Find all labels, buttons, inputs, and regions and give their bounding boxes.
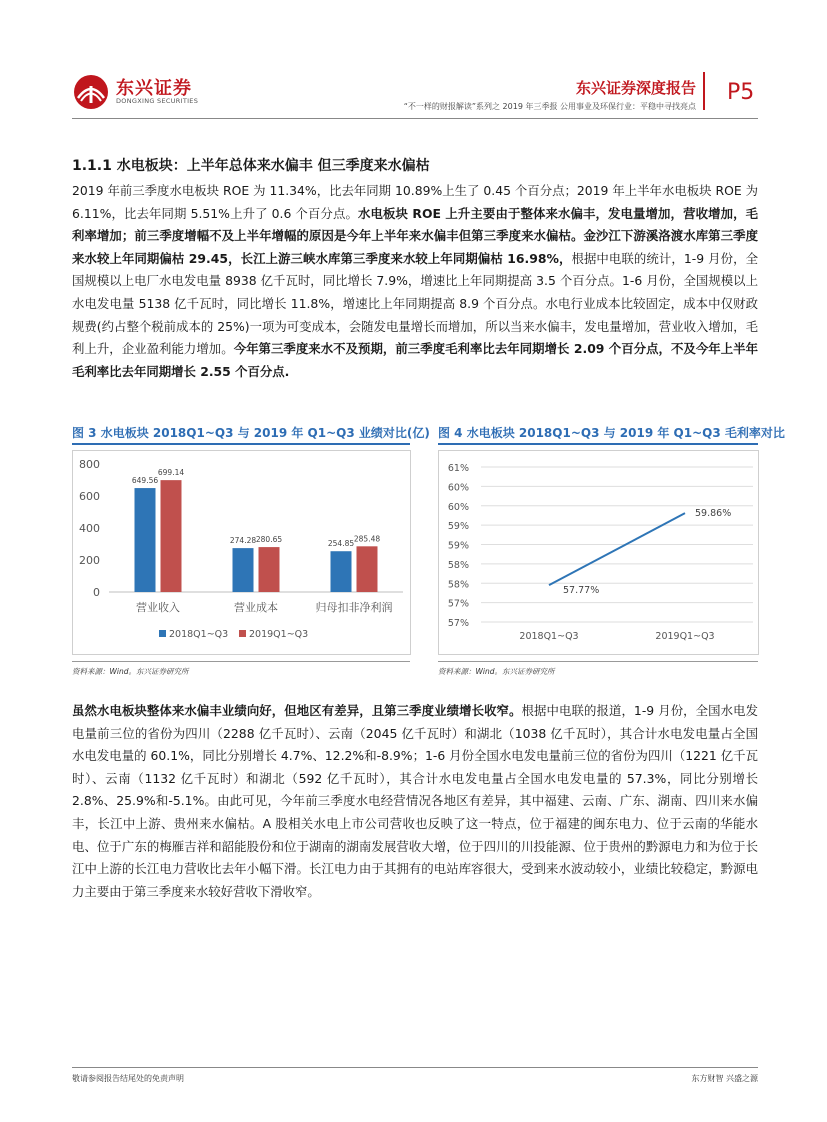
footer-rule	[72, 1067, 758, 1068]
x-tick-label: 归母扣非净利润	[315, 601, 393, 614]
y-tick-label: 59%	[447, 521, 469, 533]
header-divider	[703, 72, 705, 110]
x-tick-label: 2019Q1~Q3	[655, 631, 715, 642]
y-tick-label: 200	[79, 554, 100, 567]
point-data-label: 57.77%	[563, 585, 600, 597]
p1-bold-sentence-4: 今年第三季度来水不及预期，前三季度毛利率比去年同期增长 2.09 个百分点，不及今年上半年毛利率比去年同期增长 2.55 个百分点.	[72, 341, 758, 379]
bar-data-label: 649.56	[131, 476, 159, 486]
p2-sentence-2: 根据中电联的报道，1-9 月份，全国水电发电量前三位的省份为四川（2288 亿千瓦时）、云南（2045 亿千瓦时）和湖北（1038 亿千瓦时），其合计水电发电量占全国水电发电量的 60.1%，同比分别增长 4.7%、12.2%和-8.9%；1-6 月份全国水电发电量前三位的省份为四川（1221 亿千瓦时）、云南（1132 亿千瓦时）和湖北（592 亿千瓦时），其合计水电发电量占全国水电发电量的 57.3%，同比分别增长 2.8%、25.9%和-5.1%。由此可见，今年前三季度水电经营情况各地区有差异，其中福建、云南、广东、湖南、四川来水偏丰，长江中上游、贵州来水偏枯。A 股相关水电上市公司营收也反映了这一特点，位于福建的闽东电力、位于云南的华能水电、位于广东的梅雁吉祥和韶能股份和位于湖南的湖南发展营收大增，位于四川的川投能源、位于贵州的黔源电力和为位于长江中上游的长江电力营收比去年小幅下滑。长江电力由于其拥有的电站库容很大，受到来水波动较小，业绩比较稳定，黔源电力主要由于第三季度来水较好营收下滑收窄。	[72, 703, 759, 899]
legend-label: 2019Q1~Q3	[249, 629, 309, 640]
bar-data-label: 274.28	[229, 536, 257, 546]
figure4-svg	[439, 451, 758, 654]
y-tick-label: 600	[79, 490, 100, 503]
bar-data-label: 280.65	[255, 535, 283, 545]
point-data-label: 59.86%	[695, 508, 732, 520]
p1-bold-sentence-2: 水电板块 ROE 上升主要由于整体来水偏丰，发电量增加，营收增加，毛利率增加；前三季度增幅不及上半年增幅的原因是今年上半年来水偏丰但第三季度来水偏枯。金沙江下游溪洛渡水库第三季度来水较上年同期偏枯 29.45，长江上游三峡水库第三季度来水较上年同期偏枯 16.98%，	[72, 205, 759, 266]
x-tick-label: 营业收入	[136, 601, 180, 614]
page-number: P5	[727, 80, 755, 105]
y-tick-label: 61%	[447, 463, 469, 474]
header-rule	[72, 118, 758, 119]
bar-2019Q1~Q3-营业收入	[161, 480, 182, 592]
legend-label: 2018Q1~Q3	[169, 629, 229, 640]
section-title: 1.1.1 水电板块：上半年总体来水偏丰 但三季度来水偏枯	[72, 158, 430, 174]
legend-swatch-2019Q1~Q3	[239, 630, 246, 637]
bar-2019Q1~Q3-归母扣非净利润	[357, 546, 378, 592]
bar-data-label: 254.85	[327, 539, 355, 549]
y-tick-label: 60%	[447, 482, 469, 494]
series-line-margin	[549, 513, 685, 585]
figure3-bottom-rule	[72, 661, 410, 662]
figure3-chart	[72, 450, 411, 655]
bar-data-label: 285.48	[353, 534, 381, 544]
figure3-title-rule	[72, 443, 410, 445]
paragraph-roe	[72, 180, 758, 383]
logo-text-cn: 东兴证券	[116, 78, 192, 99]
logo-text-en: DONGXING SECURITIES	[116, 97, 199, 105]
y-tick-label: 60%	[447, 501, 469, 513]
bar-2018Q1~Q3-归母扣非净利润	[331, 551, 352, 592]
y-tick-label: 400	[79, 522, 100, 535]
footer-slogan: 东方财智 兴盛之源	[691, 1074, 758, 1083]
bar-2019Q1~Q3-营业成本	[259, 547, 280, 592]
y-tick-label: 59%	[447, 540, 469, 552]
bar-data-label: 699.14	[157, 468, 185, 478]
y-tick-label: 57%	[447, 618, 469, 629]
x-tick-label: 营业成本	[234, 601, 278, 614]
figure3-source: 资料来源：Wind。东兴证券研究所	[72, 667, 189, 676]
p1-sentence-3: 根据中电联的统计，1-9 月份，全国规模以上电厂水电发电量 8938 亿千瓦时，同比增长 7.9%，增速比上年同期提高 3.5 个百分点。1-6 月份，全国规模以上水电发电量 5138 亿千瓦时，同比增长 11.8%，增速比上年同期提高 8.9 个百分点。水电行业成本比较固定，成本中仅财政规费(约占整个税前成本的 25%)一项为可变成本，会随发电量增长而增加，所以当来水偏丰，发电量增加，营业收入增加，毛利上升，企业盈利能力增加。	[72, 250, 758, 357]
figure3-svg	[73, 451, 410, 654]
report-title: 东兴证券深度报告	[575, 79, 696, 97]
p2-bold-sentence-1: 虽然水电板块整体来水偏丰业绩向好，但地区有差异，且第三季度业绩增长收窄。	[72, 703, 522, 718]
y-tick-label: 0	[93, 586, 100, 599]
y-tick-label: 800	[79, 458, 100, 471]
figure3-title: 图 3 水电板块 2018Q1~Q3 与 2019 年 Q1~Q3 业绩对比(亿)	[72, 426, 430, 440]
figure4-chart	[438, 450, 759, 655]
y-tick-label: 57%	[447, 598, 469, 610]
report-subtitle: “不一样的财报解读”系列之 2019 年三季报 公用事业及环保行业：平稳中寻找亮点	[403, 102, 696, 111]
y-tick-label: 58%	[447, 579, 469, 591]
y-tick-label: 58%	[447, 559, 469, 571]
figure4-title-rule	[438, 443, 758, 445]
figure4-source: 资料来源：Wind。东兴证券研究所	[438, 667, 555, 676]
company-logo-icon	[72, 74, 110, 110]
legend-swatch-2018Q1~Q3	[159, 630, 166, 637]
bar-2018Q1~Q3-营业成本	[233, 548, 254, 592]
figure4-title: 图 4 水电板块 2018Q1~Q3 与 2019 年 Q1~Q3 毛利率对比	[438, 426, 785, 440]
footer-disclaimer: 敬请参阅报告结尾处的免责声明	[72, 1074, 184, 1083]
p1-sentence-1: 2019 年前三季度水电板块 ROE 为 11.34%，比去年同期 10.89%上生了 0.45 个百分点；2019 年上半年水电板块 ROE 为 6.11%，比去年同期 5.51%上升了 0.6 个百分点。	[72, 183, 758, 221]
paragraph-regional	[72, 700, 758, 903]
bar-2018Q1~Q3-营业收入	[135, 488, 156, 592]
x-tick-label: 2018Q1~Q3	[519, 631, 579, 642]
figure4-bottom-rule	[438, 661, 758, 662]
